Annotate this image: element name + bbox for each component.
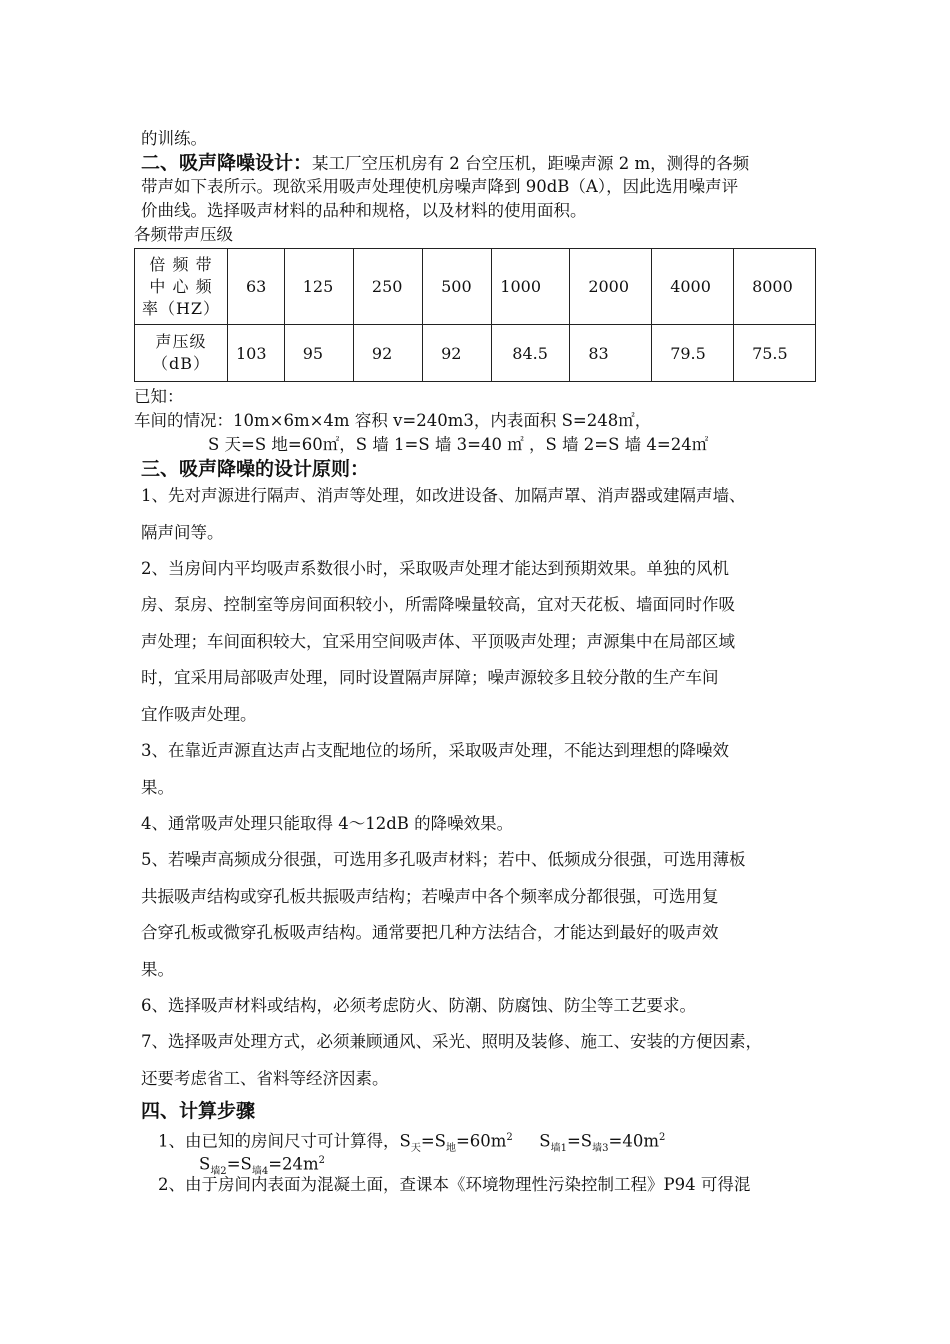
level-cell: 83: [570, 325, 652, 382]
table-row-frequency: [135, 249, 816, 325]
principle-line: 果。: [141, 960, 174, 979]
principle-line: 宜作吸声处理。: [141, 705, 257, 724]
principle-line: 4、通常吸声处理只能取得 4～12dB 的降噪效果。: [141, 814, 514, 833]
principle-line: 1、先对声源进行隔声、消声等处理，如改进设备、加隔声罩、消声器或建隔声墙、: [141, 486, 746, 505]
principle-line: 果。: [141, 778, 174, 797]
level-cell: 95: [284, 325, 353, 382]
principle-line: 6、选择吸声材料或结构，必须考虑防火、防潮、防腐蚀、防尘等工艺要求。: [141, 996, 696, 1015]
principle-line: 合穿孔板或微穿孔板吸声结构。通常要把几种方法结合，才能达到最好的吸声效: [141, 923, 719, 942]
table-row-level: [135, 325, 816, 382]
principle-line: 声处理；车间面积较大，宜采用空间吸声体、平顶吸声处理；声源集中在局部区域: [141, 632, 735, 651]
known-label: 已知：: [134, 387, 184, 406]
section-3-heading: 三、吸声降噪的设计原则：: [141, 458, 370, 480]
calc-step-1-cont: $S_{墙2}=S_{墙4}=24m^2$: [199, 1154, 326, 1177]
principle-line: 5、若噪声高频成分很强，可选用多孔吸声材料；若中、低频成分很强，可选用薄板: [141, 850, 746, 869]
freq-cell: 8000: [734, 249, 816, 325]
freq-cell: 500: [423, 249, 492, 325]
level-cell: 79.5: [652, 325, 734, 382]
row-header-frequency: 倍 频 带 中 心 频 率（HZ）: [135, 249, 228, 325]
calc-step-1: 1、由已知的房间尺寸可计算得，$S_天=S_地=60m^2$ $S_{墙1}=S_{墙3}=40m^2$: [158, 1131, 666, 1154]
section-2-line-1: [141, 152, 749, 175]
principle-line: 还要考虑省工、省料等经济因素。: [141, 1069, 389, 1088]
level-cell: 84.5: [492, 325, 570, 382]
section-2-text: 某工厂空压机房有 2 台空压机，距噪声源 2 m，测得的各频: [312, 154, 750, 173]
level-cell: 92: [353, 325, 422, 382]
section-2-heading: 二、吸声降噪设计：: [141, 152, 313, 174]
principle-line: 共振吸声结构或穿孔板共振吸声结构；若噪声中各个频率成分都很强，可选用复: [141, 887, 719, 906]
freq-cell: 1000: [492, 249, 570, 325]
table-caption: 各频带声压级: [134, 225, 233, 244]
freq-cell: 63: [228, 249, 285, 325]
principle-line: 2、当房间内平均吸声系数很小时，采取吸声处理才能达到预期效果。单独的风机: [141, 559, 729, 578]
principle-line: 隔声间等。: [141, 523, 224, 542]
previous-page-tail: 的训练。: [141, 129, 207, 148]
level-cell: 75.5: [734, 325, 816, 382]
section-2-line-3: 价曲线。选择吸声材料的品种和规格，以及材料的使用面积。: [141, 201, 587, 220]
row-header-level: 声压级 （dB）: [135, 325, 228, 382]
freq-cell: 4000: [652, 249, 734, 325]
known-line-2: S 天=S 地=60㎡，S 墙 1=S 墙 3=40 ㎡ ，S 墙 2=S 墙 4=24㎡: [208, 435, 709, 454]
level-cell: 92: [423, 325, 492, 382]
principle-line: 7、选择吸声处理方式，必须兼顾通风、采光、照明及装修、施工、安装的方便因素，: [141, 1032, 762, 1051]
freq-cell: 125: [284, 249, 353, 325]
level-cell: 103: [228, 325, 285, 382]
freq-cell: 2000: [570, 249, 652, 325]
known-line-1: 车间的情况：10m×6m×4m 容积 v=240m3，内表面积 S=248㎡，: [134, 411, 652, 430]
section-2-line-2: 带声如下表所示。现欲采用吸声处理使机房噪声降到 90dB（A），因此选用噪声评: [141, 177, 739, 196]
principle-line: 时，宜采用局部吸声处理，同时设置隔声屏障；噪声源较多且较分散的生产车间: [141, 668, 719, 687]
principle-line: 房、泵房、控制室等房间面积较小，所需降噪量较高，宜对天花板、墙面同时作吸: [141, 595, 735, 614]
principle-line: 3、在靠近声源直达声占支配地位的场所，采取吸声处理，不能达到理想的降噪效: [141, 741, 729, 760]
calc-step-2: 2、由于房间内表面为混凝土面，查课本《环境物理性污染控制工程》P94 可得混: [158, 1175, 751, 1194]
frequency-table: [134, 248, 816, 382]
section-4-heading: 四、计算步骤: [141, 1100, 256, 1122]
freq-cell: 250: [353, 249, 422, 325]
